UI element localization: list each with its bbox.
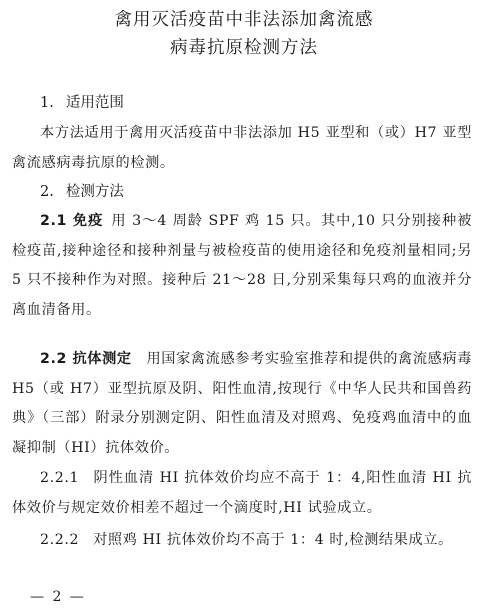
- subsection-2-2-2-text: 对照鸡 HI 抗体效价均不高于 1：4 时,检测结果成立。: [93, 532, 453, 548]
- paragraph-scope: 本方法适用于禽用灭活疫苗中非法添加 H5 亚型和（或）H7 亚型禽流感病毒抗原的检测。: [12, 125, 472, 171]
- page-number: — 2 —: [30, 589, 86, 605]
- section-1-heading: [40, 91, 124, 112]
- subsection-2-2-1-number: 2.2.1: [40, 470, 80, 486]
- subsection-2-2-2-number: 2.2.2: [40, 532, 80, 548]
- section-1-number: 1.: [40, 95, 54, 111]
- section-2-number: 2.: [40, 184, 54, 200]
- subsection-2-1-text: 用 3～4 周龄 SPF 鸡 15 只。其中,10 只分别接种被检疫苗,接种途径和接种剂量与被检疫苗的使用途径和免疫剂量相同;另 5 只不接种作为对照。接种后 21～28 日,分别采集每只鸡的血液并分离血清备用。: [12, 213, 472, 318]
- subsection-2-2-heading: 2.2 抗体测定: [40, 351, 132, 367]
- title-line-1: 禽用灭活疫苗中非法添加禽流感: [114, 10, 374, 30]
- section-2-label: 检测方法: [65, 184, 124, 200]
- subsection-2-2-1-text: 阴性血清 HI 抗体效价均应不高于 1：4,阳性血清 HI 抗体效价与规定效价相差不超过一个滴度时,HI 试验成立。: [12, 470, 472, 516]
- paragraph-2-2-2: [12, 526, 472, 556]
- section-2-heading: [40, 180, 124, 201]
- title-line-2: 病毒抗原检测方法: [170, 38, 318, 58]
- subsection-2-1-heading: 2.1 免疫: [40, 213, 104, 229]
- subsection-2-2-text: 用国家禽流感参考实验室推荐和提供的禽流感病毒 H5（或 H7）亚型抗原及阴、阳性血清,按现行《中华人民共和国兽药典》（三部）附录分别测定阴、阳性血清及对照鸡、免疫鸡血清中的血凝抑制（HI）抗体效价。: [12, 351, 472, 456]
- paragraph-immunization: [12, 207, 472, 325]
- paragraph-antibody-test: [12, 345, 472, 463]
- paragraph-2-2-1: [12, 464, 472, 523]
- section-1-label: 适用范围: [65, 95, 124, 111]
